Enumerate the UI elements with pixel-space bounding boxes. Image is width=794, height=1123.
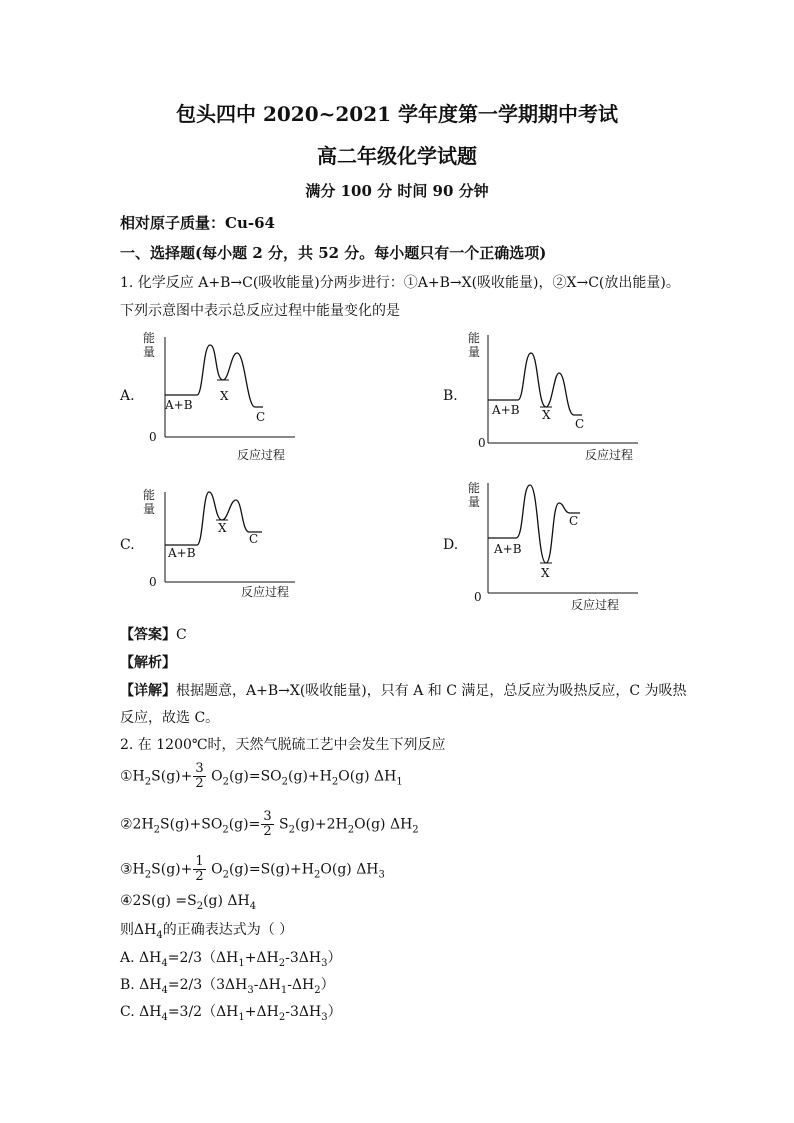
label-ab: A+B xyxy=(492,403,520,417)
exam-subtitle: 高二年级化学试题 xyxy=(317,144,477,168)
y-label-1: 能 xyxy=(143,331,156,345)
origin: 0 xyxy=(149,575,157,589)
detail-line2: 反应，故选 C。 xyxy=(120,710,220,726)
origin: 0 xyxy=(474,590,482,604)
label-x: X xyxy=(542,408,551,422)
label-ab: A+B xyxy=(494,542,522,556)
option-d-label: D. xyxy=(443,537,459,553)
q2-reaction-2: $②2H_2S(g)+SO_2(g)=$ $\frac{3}{2}$ $S_2(g)+2H_2O(g)$ $\Delta H_2$ xyxy=(120,809,419,839)
energy-curve xyxy=(165,492,262,545)
label-c: C xyxy=(256,410,266,424)
fraction: $\frac{3}{2}$ xyxy=(195,761,204,791)
x-label: 反应过程 xyxy=(241,585,290,599)
graph-b xyxy=(458,325,648,470)
analysis-tag: 【解析】 xyxy=(120,655,176,671)
q2-stem: 2. 在 1200℃时，天然气脱硫工艺中会发生下列反应 xyxy=(120,737,446,753)
detail-text: 根据题意，A+B→X(吸收能量)，只有 A 和 C 满足，总反应为吸热反应，C 为吸热 xyxy=(176,683,687,699)
label-c: C xyxy=(575,417,585,431)
label-x: X xyxy=(218,521,227,535)
y-label-1: 能 xyxy=(468,331,481,345)
section-heading: 一、选择题(每小题 2 分，共 52 分。每小题只有一个正确选项) xyxy=(120,244,547,262)
x-label: 反应过程 xyxy=(237,448,286,462)
y-label-1: 能 xyxy=(468,481,481,495)
q2-option-c: C. $\Delta H_4=3/2(\Delta H_1+\Delta H_2-3\Delta H_3)$ xyxy=(120,1004,342,1023)
q1-answer xyxy=(120,624,187,644)
q2-reaction-1: $①H_2S(g)+$ $\frac{3}{2}$ $O_2(g)=SO_2(g)+H_2O(g)$ $\Delta H_1$ xyxy=(120,761,403,791)
y-label-2: 量 xyxy=(468,495,481,509)
score-time: 满分 100 分 时间 90 分钟 xyxy=(305,182,489,200)
fraction: $\frac{1}{2}$ xyxy=(195,854,204,884)
y-label-1: 能 xyxy=(143,488,156,502)
graph-d xyxy=(458,475,648,620)
label-ab: A+B xyxy=(165,398,193,412)
y-label-2: 量 xyxy=(468,345,481,359)
graph-c xyxy=(135,482,305,602)
q2-option-a: A. $\Delta H_4=2/3(\Delta H_1+\Delta H_2-3\Delta H_3)$ xyxy=(120,950,342,969)
label-x: X xyxy=(541,566,550,580)
option-b-label: B. xyxy=(443,388,458,404)
y-label-2: 量 xyxy=(143,345,156,359)
option-a-label: A. xyxy=(120,388,135,404)
label-ab: A+B xyxy=(168,546,196,560)
origin: 0 xyxy=(478,436,486,450)
q1-stem-line1: 1. 化学反应 A+B→C(吸收能量)分两步进行：①A+B→X(吸收能量)，②X→C(放出能量)。 xyxy=(120,275,680,291)
detail-tag: 【详解】 xyxy=(120,683,176,699)
x-label: 反应过程 xyxy=(571,598,620,612)
option-c-label: C. xyxy=(120,537,135,553)
answer-value: C xyxy=(176,627,187,643)
x-label: 反应过程 xyxy=(585,448,634,462)
origin: 0 xyxy=(149,430,157,444)
q1-stem-line2: 下列示意图中表示总反应过程中能量变化的是 xyxy=(120,303,400,319)
answer-tag: 【答案】 xyxy=(120,627,176,643)
graph-a xyxy=(135,325,305,465)
atomic-mass: 相对原子质量：Cu-64 xyxy=(120,214,275,232)
q2-reaction-4: ④2S(g) $=S_2(g)$ $\Delta H_4$ xyxy=(120,893,257,912)
q2-reaction-3: $③H_2S(g)+$ $\frac{1}{2}$ $O_2(g)=S(g)+H_2O(g)$ $\Delta H_3$ xyxy=(120,854,385,884)
detail-line1 xyxy=(120,680,687,700)
fraction: $\frac{3}{2}$ xyxy=(263,809,272,839)
label-c: C xyxy=(569,514,579,528)
label-x: X xyxy=(220,389,229,403)
label-c: C xyxy=(249,532,259,546)
q2-ask: 则$\Delta H_4$的正确表达式为（ ） xyxy=(120,922,294,941)
exam-title: 包头四中 2020~2021 学年度第一学期期中考试 xyxy=(175,102,618,126)
q2-option-b: B. $\Delta H_4=2/3(3\Delta H_3-\Delta H_1-\Delta H_2)$ xyxy=(120,977,335,996)
y-label-2: 量 xyxy=(143,502,156,516)
